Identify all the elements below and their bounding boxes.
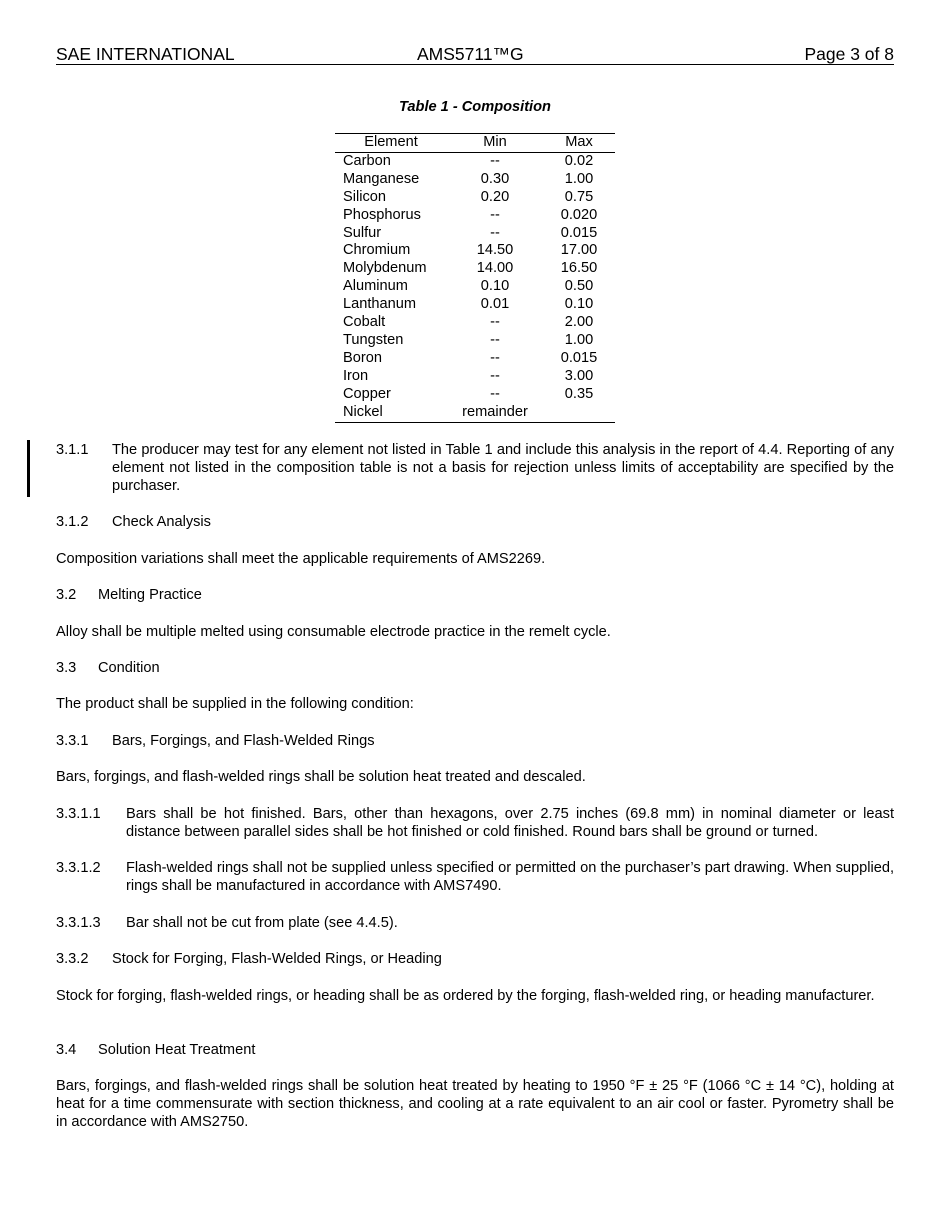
element-cell: Molybdenum bbox=[343, 260, 427, 277]
table-row bbox=[335, 386, 615, 404]
section-title: Condition bbox=[98, 660, 160, 676]
section-number: 3.3 bbox=[56, 660, 77, 676]
section-title: Bars, Forgings, and Flash-Welded Rings bbox=[112, 733, 375, 749]
section-3-1-1 bbox=[56, 441, 894, 495]
max-cell: 2.00 bbox=[564, 314, 594, 331]
element-cell: Manganese bbox=[343, 170, 420, 187]
max-cell: 0.02 bbox=[564, 152, 594, 169]
section-3-1-2-text: Composition variations shall meet the applicable requirements of AMS2269. bbox=[56, 551, 546, 567]
column-header-element: Element bbox=[364, 134, 418, 150]
min-cell: 0.30 bbox=[480, 170, 510, 187]
section-3-3-1-2 bbox=[56, 859, 894, 895]
element-cell: Tungsten bbox=[343, 331, 404, 348]
max-cell: 1.00 bbox=[564, 170, 594, 187]
element-cell: Cobalt bbox=[343, 314, 386, 331]
table-row bbox=[335, 278, 615, 296]
table-row bbox=[335, 332, 615, 350]
min-cell: -- bbox=[490, 224, 500, 241]
element-cell: Lanthanum bbox=[343, 296, 417, 313]
min-cell: remainder bbox=[462, 403, 528, 420]
min-cell: 14.00 bbox=[476, 260, 514, 277]
section-number: 3.2 bbox=[56, 587, 77, 603]
section-number: 3.1.1 bbox=[56, 442, 89, 458]
section-3-2-text: Alloy shall be multiple melted using consumable electrode practice in the remelt cycle. bbox=[56, 624, 611, 640]
section-number: 3.3.1 bbox=[56, 733, 89, 749]
min-cell: -- bbox=[490, 349, 500, 366]
section-text: Flash-welded rings shall not be supplied unless specified or permitted on the purchaser’s part drawing. When supplied, rings shall be manufactured in accordance with AMS7490. bbox=[126, 860, 894, 894]
min-cell: 0.10 bbox=[480, 278, 510, 295]
header-document-id: AMS5711™G bbox=[417, 44, 524, 64]
min-cell: 0.20 bbox=[480, 188, 510, 205]
table-header-row bbox=[335, 134, 615, 153]
column-header-max: Max bbox=[565, 134, 593, 150]
element-cell: Copper bbox=[343, 385, 391, 402]
max-cell: 3.00 bbox=[564, 367, 594, 384]
table-row bbox=[335, 404, 615, 422]
page-header bbox=[56, 44, 894, 65]
section-number: 3.4 bbox=[56, 1042, 77, 1058]
section-title: Solution Heat Treatment bbox=[98, 1042, 256, 1058]
max-cell: 0.75 bbox=[564, 188, 594, 205]
header-organization: SAE INTERNATIONAL bbox=[56, 44, 235, 64]
max-cell bbox=[543, 404, 615, 422]
revision-change-bar bbox=[27, 440, 30, 497]
section-number: 3.3.1.3 bbox=[56, 915, 101, 931]
table-row bbox=[335, 314, 615, 332]
section-number: 3.3.2 bbox=[56, 951, 89, 967]
table-row bbox=[335, 171, 615, 189]
min-cell: 14.50 bbox=[476, 242, 514, 259]
max-cell: 0.50 bbox=[564, 278, 594, 295]
composition-table bbox=[335, 133, 615, 423]
element-cell: Carbon bbox=[343, 152, 391, 169]
section-3-3-1-1 bbox=[56, 805, 894, 841]
element-cell: Sulfur bbox=[343, 224, 382, 241]
section-3-4-text: Bars, forgings, and flash-welded rings shall be solution heat treated by heating to 1950 °F ± 25 °F (1066 °C ± 14 °C), holding at heat for a time commensurate with section thickness, and cooling at a rate equivalent to an air cool or faster. Pyrometry shall be in accordance with AMS2750. bbox=[56, 1078, 894, 1130]
header-page-number: Page 3 of 8 bbox=[804, 44, 894, 64]
max-cell: 0.015 bbox=[560, 349, 598, 366]
section-3-3-1-text: Bars, forgings, and flash-welded rings shall be solution heat treated and descaled. bbox=[56, 769, 586, 785]
section-title: Melting Practice bbox=[98, 587, 202, 603]
section-text: Bars shall be hot finished. Bars, other than hexagons, over 2.75 inches (69.8 mm) in nominal diameter or least distance between parallel sides shall be hot finished or cold finished. Round bars shall be ground or turned. bbox=[126, 806, 894, 840]
min-cell: -- bbox=[490, 314, 500, 331]
table-row bbox=[335, 225, 615, 243]
element-cell: Nickel bbox=[343, 403, 383, 420]
max-cell: 16.50 bbox=[560, 260, 598, 277]
section-text: The producer may test for any element not listed in Table 1 and include this analysis in the report of 4.4. Reporting of any element not listed in the composition table is not a basis for rejection unless limits of acceptability are specified by the purchaser. bbox=[112, 442, 894, 494]
element-cell: Chromium bbox=[343, 242, 411, 259]
min-cell: -- bbox=[490, 367, 500, 384]
section-number: 3.3.1.2 bbox=[56, 860, 101, 876]
table-row bbox=[335, 152, 615, 170]
section-3-3-2-text: Stock for forging, flash-welded rings, or heading shall be as ordered by the forging, flash-welded ring, or heading manufacturer. bbox=[56, 988, 875, 1004]
section-title: Check Analysis bbox=[112, 514, 211, 530]
section-text: Bar shall not be cut from plate (see 4.4.5). bbox=[126, 915, 398, 931]
table-row bbox=[335, 260, 615, 278]
table-row bbox=[335, 207, 615, 225]
table-caption: Table 1 - Composition bbox=[399, 99, 551, 115]
table-row bbox=[335, 242, 615, 260]
table-row bbox=[335, 189, 615, 207]
min-cell: -- bbox=[490, 385, 500, 402]
column-header-min: Min bbox=[483, 134, 507, 150]
table-row bbox=[335, 296, 615, 314]
max-cell: 0.10 bbox=[564, 296, 594, 313]
section-3-3-text: The product shall be supplied in the following condition: bbox=[56, 696, 414, 712]
element-cell: Phosphorus bbox=[343, 206, 421, 223]
section-3-3-1-3 bbox=[56, 914, 894, 932]
table-row bbox=[335, 368, 615, 386]
element-cell: Silicon bbox=[343, 188, 386, 205]
max-cell: 17.00 bbox=[560, 242, 598, 259]
element-cell: Iron bbox=[343, 367, 369, 384]
min-cell: -- bbox=[490, 152, 500, 169]
min-cell: -- bbox=[490, 331, 500, 348]
section-title: Stock for Forging, Flash-Welded Rings, or Heading bbox=[112, 951, 442, 967]
max-cell: 1.00 bbox=[564, 331, 594, 348]
table-row bbox=[335, 350, 615, 368]
max-cell: 0.35 bbox=[564, 385, 594, 402]
max-cell: 0.020 bbox=[560, 206, 598, 223]
max-cell: 0.015 bbox=[560, 224, 598, 241]
section-number: 3.3.1.1 bbox=[56, 806, 101, 822]
min-cell: -- bbox=[490, 206, 500, 223]
section-number: 3.1.2 bbox=[56, 514, 89, 530]
min-cell: 0.01 bbox=[480, 296, 510, 313]
element-cell: Aluminum bbox=[343, 278, 408, 295]
element-cell: Boron bbox=[343, 349, 382, 366]
